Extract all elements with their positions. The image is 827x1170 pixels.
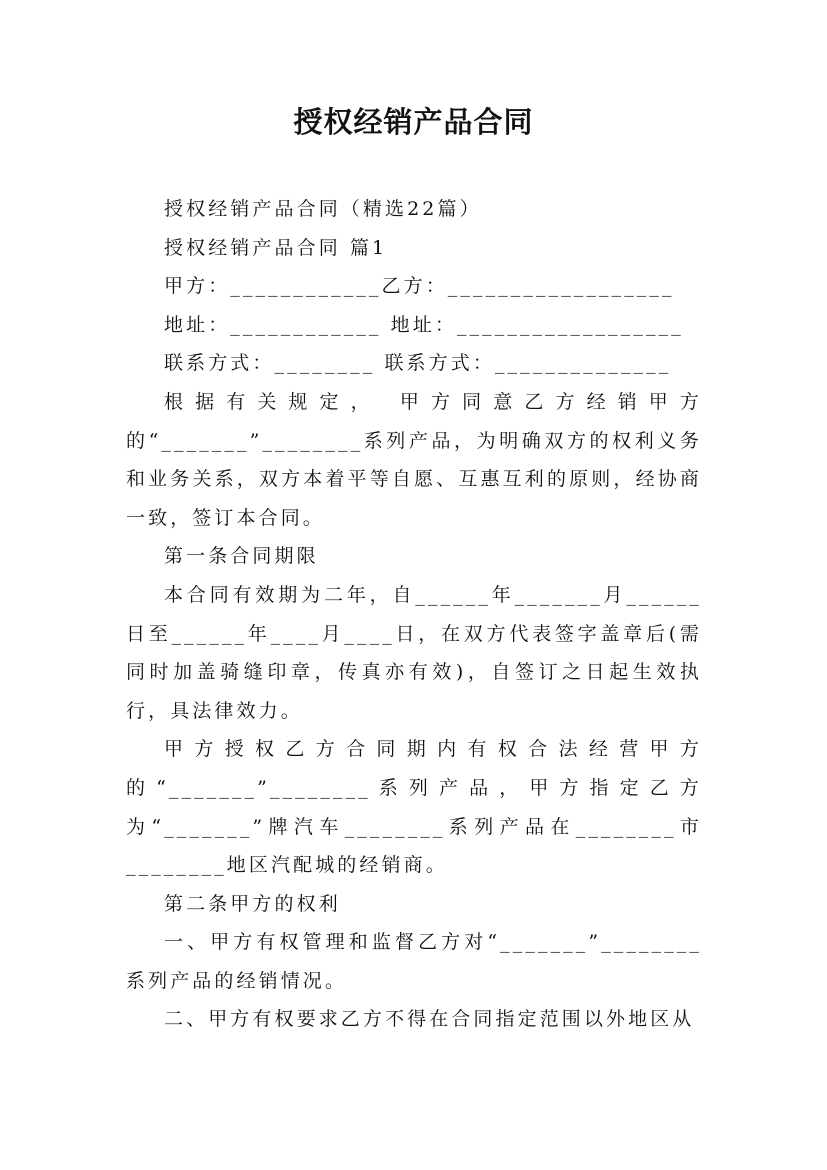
- right-item-1: 一、甲方有权管理和监督乙方对“_______”________系列产品的经销情况。: [126, 931, 702, 992]
- contact-line: 联系方式：________ 联系方式：______________: [164, 352, 672, 375]
- right-item-2: 二、甲方有权要求乙方不得在合同指定范围以外地区从: [164, 1008, 695, 1031]
- article-heading-1: 第一条合同期限: [164, 545, 319, 568]
- term-paragraph: 本合同有效期为二年，自______年_______月______日至______年____月____日，在双方代表签字盖章后(需同时加盖骑缝印章，传真亦有效)，自签订之日起生效执行，具法律效力。: [126, 583, 702, 722]
- authorization-paragraph: 甲方授权乙方合同期内有权合法经营甲方的“_______”________系列产品，甲方指定乙方为“_______”牌汽车________系列产品在________市________地区汽配城的经销商。: [126, 738, 702, 877]
- address-line: 地址：____________ 地址：__________________: [164, 313, 684, 336]
- article-heading-2: 第二条甲方的权利: [164, 892, 341, 915]
- document-body: [126, 190, 702, 1039]
- party-line: 甲方：____________乙方：__________________: [164, 275, 675, 298]
- section-heading-part-1: 授权经销产品合同 篇1: [164, 236, 388, 259]
- preamble-paragraph: 根据有关规定， 甲方同意乙方经销甲方的“_______”________系列产品，为明确双方的权利义务和业务关系，双方本着平等自愿、互惠互利的原则，经协商一致，签订本合同。: [126, 390, 702, 529]
- document-subtitle: 授权经销产品合同（精选22篇）: [164, 198, 482, 220]
- document-title: 授权经销产品合同: [293, 105, 534, 139]
